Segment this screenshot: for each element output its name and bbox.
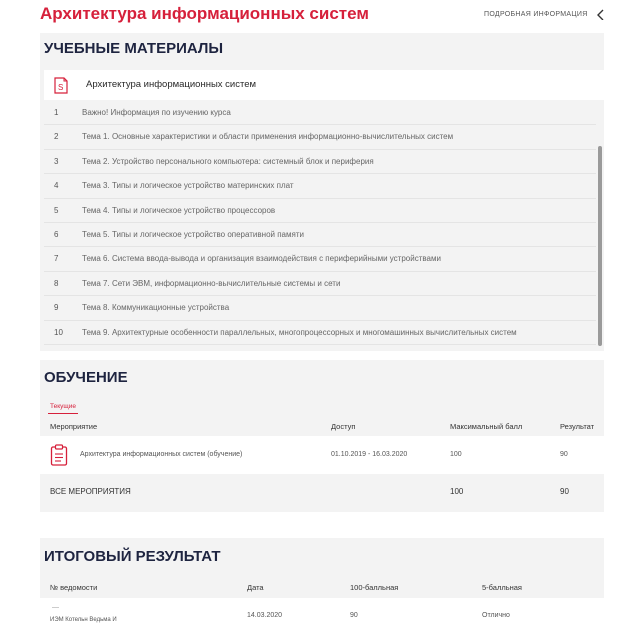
item-label: Важно! Информация по изучению курса: [82, 108, 231, 117]
materials-list: [44, 101, 596, 351]
total-label: ВСЕ МЕРОПРИЯТИЯ: [50, 487, 131, 496]
list-item[interactable]: [44, 199, 596, 223]
event-result: 90: [560, 451, 568, 458]
event-access: 01.10.2019 - 16.03.2020: [331, 451, 408, 458]
course-name: Архитектура информационных систем: [86, 79, 257, 90]
tab-underline: [48, 413, 78, 414]
item-number: 2: [54, 132, 59, 142]
list-item[interactable]: [44, 223, 596, 247]
item-label: Тема 2. Устройство персонального компьютера: системный блок и периферия: [82, 156, 374, 166]
final-card: [40, 538, 604, 640]
table-row[interactable]: [40, 598, 604, 640]
item-number: 3: [54, 156, 59, 166]
training-heading: ОБУЧЕНИЕ: [44, 369, 128, 386]
total-max-score: 100: [450, 487, 464, 496]
document-s-icon: [53, 77, 69, 94]
list-item[interactable]: [44, 296, 596, 320]
materials-card: [40, 33, 604, 351]
result-date: 14.03.2020: [247, 612, 283, 619]
total-result: 90: [560, 487, 569, 496]
course-bar[interactable]: [44, 70, 604, 100]
list-item[interactable]: [44, 247, 596, 271]
materials-heading: УЧЕБНЫЕ МАТЕРИАЛЫ: [44, 40, 224, 57]
materials-scrollbar[interactable]: [596, 101, 604, 351]
details-chevron-icon[interactable]: [596, 8, 606, 20]
item-number: 8: [54, 278, 59, 288]
final-heading: ИТОГОВЫЙ РЕЗУЛЬТАТ: [44, 548, 221, 565]
event-name[interactable]: Архитектура информационных систем (обучение): [80, 451, 243, 458]
column-score-5: 5-балльная: [482, 583, 522, 592]
sheet-name: ИЭМ Котельн Ведьма И: [50, 617, 117, 623]
list-item[interactable]: [44, 125, 596, 149]
svg-text:S: S: [58, 83, 64, 92]
item-number: 7: [54, 254, 59, 264]
item-number: 5: [54, 205, 59, 215]
column-max-score: Максимальный балл: [450, 422, 523, 431]
column-date: Дата: [247, 583, 264, 592]
item-label: Тема 3. Типы и логическое устройство материнских плат: [82, 181, 294, 191]
list-item[interactable]: [44, 321, 596, 345]
list-item[interactable]: [44, 150, 596, 174]
item-label: Тема 6. Система ввода-вывода и организация взаимодействия с периферийными устройствами: [82, 254, 441, 264]
event-max-score: 100: [450, 451, 462, 458]
item-number: 9: [54, 303, 59, 313]
item-number: 6: [54, 229, 59, 239]
column-event: Мероприятие: [50, 422, 98, 431]
result-score-5: Отлично: [482, 612, 510, 619]
item-number: 1: [54, 108, 59, 117]
item-label: Тема 1. Основные характеристики и области применения информационно-вычислительных систем: [82, 132, 454, 142]
list-item[interactable]: [44, 101, 596, 125]
column-result: Результат: [560, 422, 595, 431]
page-title: Архитектура информационных систем: [40, 4, 369, 23]
training-card: [40, 360, 604, 512]
item-number: 10: [54, 327, 63, 337]
clipboard-icon: [50, 444, 68, 466]
scrollbar-thumb[interactable]: [598, 146, 602, 346]
details-link[interactable]: ПОДРОБНАЯ ИНФОРМАЦИЯ: [484, 11, 588, 18]
result-score-100: 90: [350, 612, 358, 619]
item-label: Тема 8. Коммуникационные устройства: [82, 303, 230, 313]
item-label: Тема 9. Архитектурные особенности параллельных, многопроцессорных и многомашинных вычислительных систем: [82, 327, 517, 337]
item-number: 4: [54, 181, 59, 191]
sheet-number: —: [52, 604, 59, 611]
tab-current[interactable]: Текущие: [50, 403, 76, 410]
column-sheet: № ведомости: [50, 583, 98, 592]
item-label: Тема 7. Сети ЭВМ, информационно-вычислительные системы и сети: [82, 278, 341, 288]
column-score-100: 100-балльная: [350, 583, 399, 592]
column-access: Доступ: [331, 422, 356, 431]
table-row[interactable]: [40, 436, 604, 474]
item-label: Тема 5. Типы и логическое устройство оперативной памяти: [82, 229, 304, 239]
item-label: Тема 4. Типы и логическое устройство процессоров: [82, 205, 276, 215]
list-item[interactable]: [44, 272, 596, 296]
list-item[interactable]: [44, 174, 596, 198]
